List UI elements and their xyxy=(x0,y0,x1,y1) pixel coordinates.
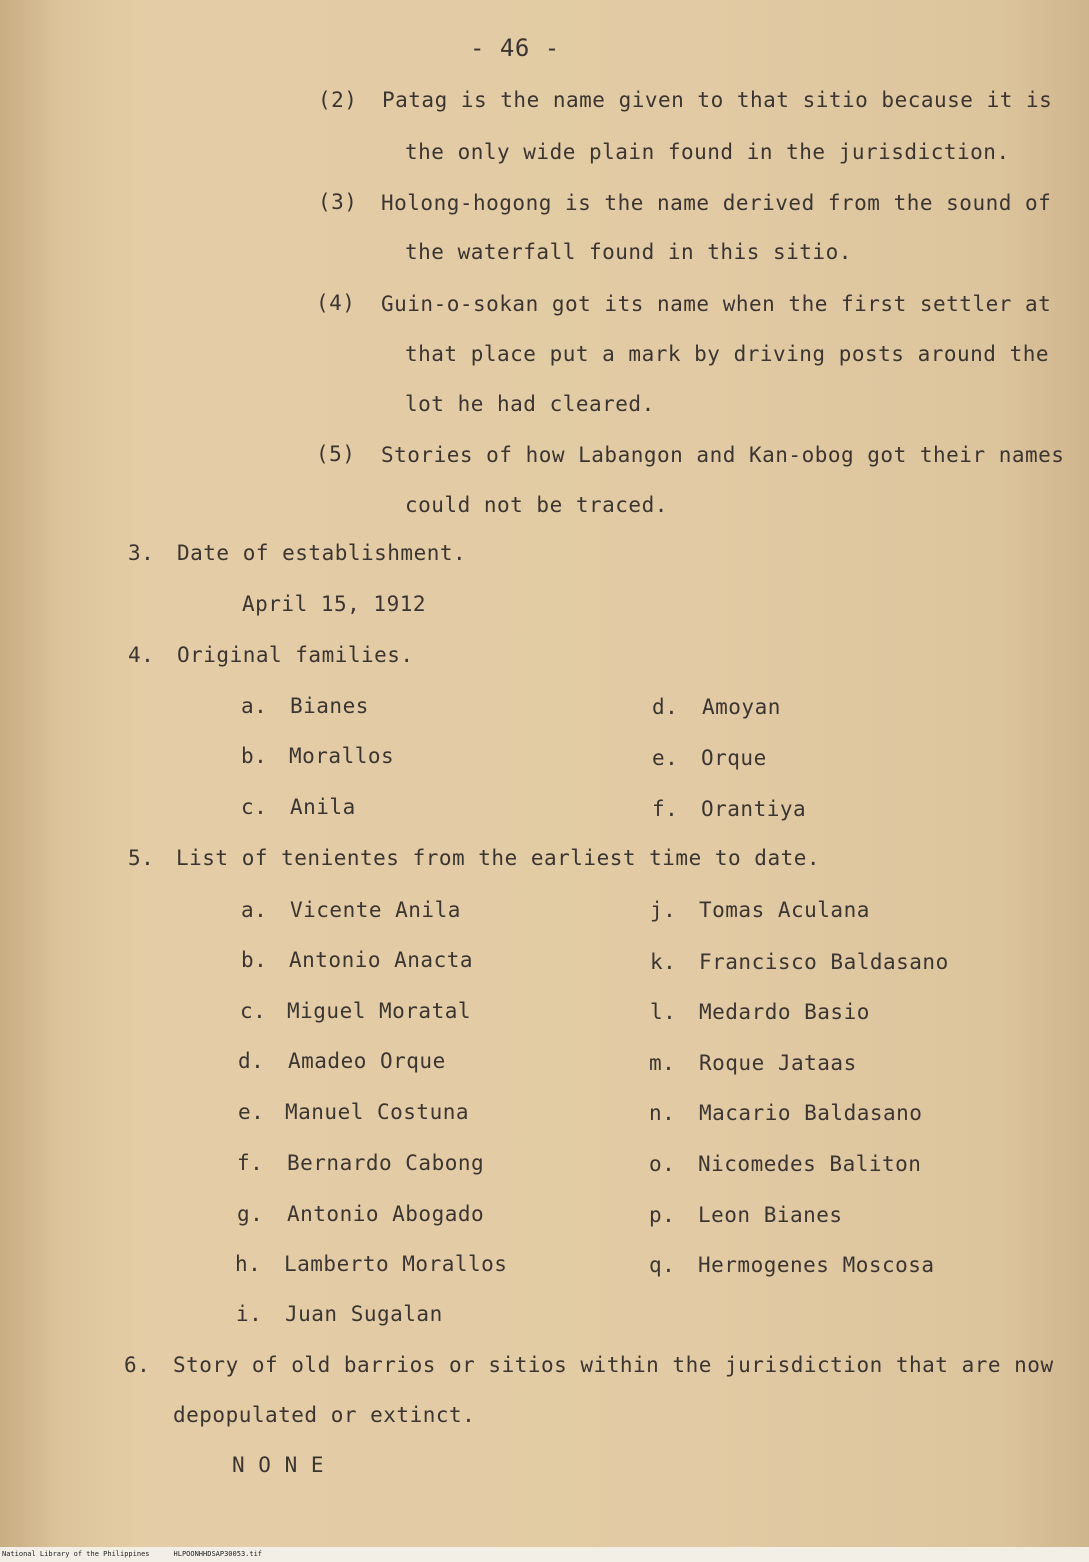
teniente-name: Manuel Costuna xyxy=(285,1100,470,1124)
teniente-name: Medardo Basio xyxy=(699,1000,870,1024)
item-text-line: the waterfall found in this sitio. xyxy=(405,240,852,264)
item-text-line: Guin-o-sokan got its name when the first settler at xyxy=(381,292,1052,316)
list-letter: d. xyxy=(238,1049,265,1073)
teniente-name: Francisco Baldasano xyxy=(699,950,949,974)
family-name: Orantiya xyxy=(701,797,807,821)
list-letter: i. xyxy=(236,1302,263,1326)
list-letter: a. xyxy=(241,898,268,922)
teniente-name: Bernardo Cabong xyxy=(287,1151,485,1175)
family-name: Orque xyxy=(701,746,767,770)
item-text-line: that place put a mark by driving posts around the xyxy=(405,342,1050,366)
section-number: 6. xyxy=(124,1353,151,1377)
list-letter: f. xyxy=(652,797,679,821)
file-id: HLPOONHHDSAP30053.tif xyxy=(173,1550,263,1558)
list-letter: k. xyxy=(650,950,677,974)
family-name: Bianes xyxy=(290,694,369,718)
section-heading: Original families. xyxy=(177,643,414,667)
section-heading: Story of old barrios or sitios within the jurisdiction that are now xyxy=(173,1353,1054,1377)
page-number: - 46 - xyxy=(470,34,560,62)
scan-footer xyxy=(0,1547,1089,1562)
teniente-name: Lamberto Morallos xyxy=(284,1252,508,1276)
establishment-date: April 15, 1912 xyxy=(242,592,427,616)
item-text-line: lot he had cleared. xyxy=(405,392,655,416)
item-text-line: Patag is the name given to that sitio because it is xyxy=(382,88,1053,112)
family-name: Anila xyxy=(290,795,356,819)
list-letter: h. xyxy=(235,1252,262,1276)
list-letter: q. xyxy=(649,1253,676,1277)
teniente-name: Amadeo Orque xyxy=(288,1049,446,1073)
item-text-line: Holong-hogong is the name derived from the sound of xyxy=(381,191,1052,215)
teniente-name: Hermogenes Moscosa xyxy=(698,1253,935,1277)
item-number: (4) xyxy=(316,291,356,315)
list-letter: c. xyxy=(240,999,267,1023)
section-number: 3. xyxy=(128,541,155,565)
list-letter: e. xyxy=(652,746,679,770)
item-text-line: could not be traced. xyxy=(405,493,668,517)
list-letter: a. xyxy=(241,694,268,718)
item-number: (3) xyxy=(318,190,358,214)
teniente-name: Vicente Anila xyxy=(290,898,461,922)
list-letter: e. xyxy=(238,1100,265,1124)
teniente-name: Leon Bianes xyxy=(698,1203,843,1227)
teniente-name: Macario Baldasano xyxy=(699,1101,923,1125)
list-letter: d. xyxy=(652,695,679,719)
section-number: 5. xyxy=(128,846,155,870)
teniente-name: Antonio Abogado xyxy=(287,1202,485,1226)
list-letter: n. xyxy=(649,1101,676,1125)
section-heading: Date of establishment. xyxy=(177,541,467,565)
item-number: (2) xyxy=(318,88,358,112)
item-number: (5) xyxy=(316,442,356,466)
item-text-line: Stories of how Labangon and Kan-obog got their names xyxy=(381,443,1065,467)
list-letter: l. xyxy=(650,1000,677,1024)
teniente-name: Miguel Moratal xyxy=(287,999,472,1023)
list-letter: m. xyxy=(649,1051,676,1075)
library-credit: National Library of the Philippines xyxy=(2,1550,150,1558)
teniente-name: Roque Jataas xyxy=(699,1051,857,1075)
none-value: N O N E xyxy=(232,1453,325,1477)
list-letter: f. xyxy=(237,1151,264,1175)
family-name: Amoyan xyxy=(702,695,781,719)
teniente-name: Antonio Anacta xyxy=(289,948,474,972)
list-letter: j. xyxy=(650,898,677,922)
section-heading: List of tenientes from the earliest time to date. xyxy=(176,846,821,870)
list-letter: b. xyxy=(241,948,268,972)
list-letter: c. xyxy=(241,795,268,819)
list-letter: p. xyxy=(649,1203,676,1227)
section-heading-line: depopulated or extinct. xyxy=(173,1403,476,1427)
teniente-name: Nicomedes Baliton xyxy=(698,1152,922,1176)
list-letter: g. xyxy=(237,1202,264,1226)
section-number: 4. xyxy=(128,643,155,667)
teniente-name: Tomas Aculana xyxy=(699,898,870,922)
list-letter: b. xyxy=(241,744,268,768)
item-text-line: the only wide plain found in the jurisdiction. xyxy=(405,140,1010,164)
teniente-name: Juan Sugalan xyxy=(285,1302,443,1326)
list-letter: o. xyxy=(649,1152,676,1176)
family-name: Morallos xyxy=(289,744,395,768)
